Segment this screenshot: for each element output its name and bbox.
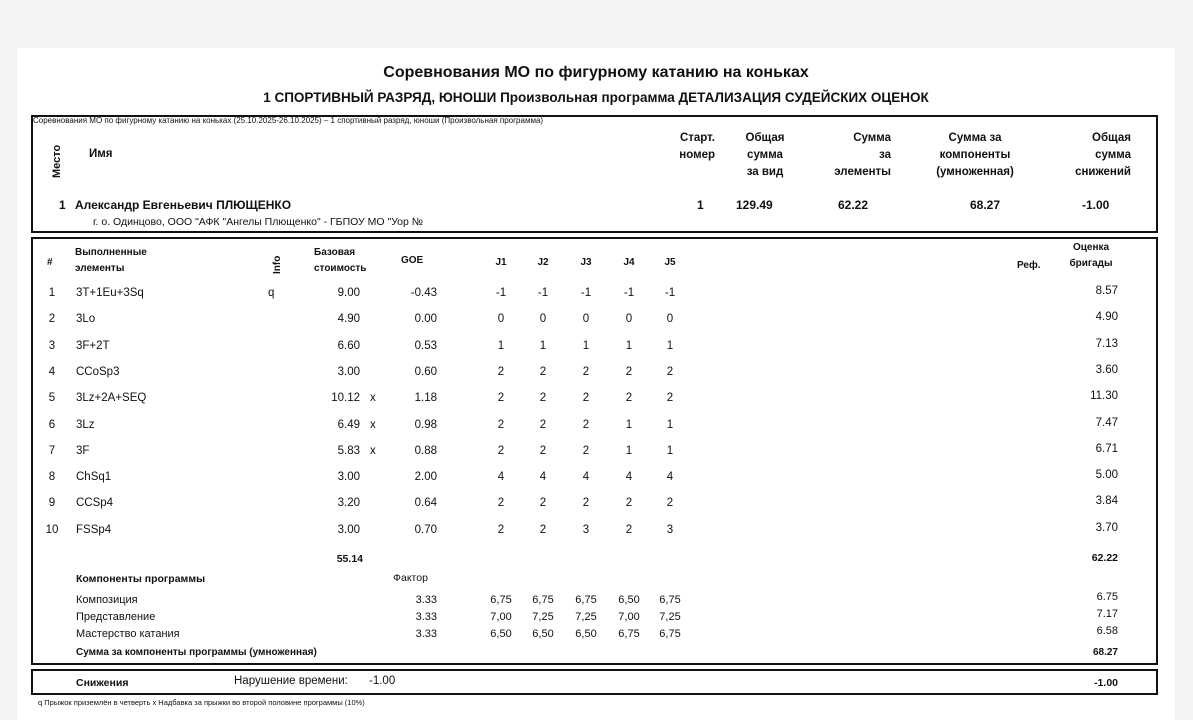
- component-j3: 6,75: [575, 594, 597, 606]
- element-goe: 0.98: [414, 418, 437, 431]
- skater-deductions: -1.00: [1082, 198, 1110, 212]
- element-j5: 3: [666, 523, 674, 536]
- col-j4-header: J4: [623, 257, 635, 268]
- element-j3: 1: [582, 339, 590, 352]
- header-components-sum: Сумма за компоненты (умноженная): [936, 132, 1014, 178]
- element-j5: -1: [664, 287, 676, 299]
- component-j1: 6,50: [490, 628, 512, 640]
- deductions-box: [31, 669, 1158, 695]
- col-j5-header: J5: [664, 257, 676, 268]
- element-j2: 2: [539, 418, 547, 431]
- element-score: 7.13: [1095, 337, 1118, 350]
- component-j2: 6,50: [532, 628, 554, 640]
- component-j5: 6,75: [659, 628, 681, 640]
- element-j4: 1: [625, 339, 633, 352]
- element-j5: 1: [666, 418, 674, 431]
- element-goe: 1.18: [414, 392, 437, 405]
- element-j3: 2: [582, 418, 590, 431]
- element-goe: 0.70: [414, 523, 437, 536]
- element-j3: 2: [582, 365, 590, 378]
- element-j4: 2: [625, 365, 633, 378]
- element-j5: 2: [666, 392, 674, 405]
- element-code: CCSp4: [76, 497, 114, 510]
- element-num: 7: [48, 444, 56, 457]
- col-executed-header: Выполненные элементы: [75, 247, 147, 274]
- skater-total: 129.49: [736, 198, 773, 212]
- element-j5: 4: [666, 471, 674, 484]
- element-j4: 1: [625, 418, 633, 431]
- element-goe: -0.43: [410, 287, 437, 299]
- col-num-header: #: [47, 257, 53, 268]
- footnote: q Прыжок приземлён в четверть x Надбавка за прыжки во второй половине программы (10%): [38, 698, 365, 707]
- component-factor: 3.33: [415, 611, 437, 623]
- element-num: 6: [48, 418, 56, 431]
- element-code: 3Lz: [76, 418, 95, 431]
- component-j2: 7,25: [532, 611, 554, 623]
- element-goe: 0.00: [414, 313, 437, 326]
- element-num: 10: [45, 523, 59, 536]
- element-code: 3Lo: [76, 313, 96, 326]
- element-num: 9: [48, 497, 56, 510]
- element-score: 8.57: [1095, 285, 1118, 297]
- skater-place: 1: [59, 198, 66, 212]
- component-factor: 3.33: [415, 628, 437, 640]
- element-j4: -1: [623, 287, 635, 299]
- skater-components: 68.27: [970, 198, 1001, 212]
- components-title: Компоненты программы: [76, 573, 206, 585]
- component-j4: 7,00: [618, 611, 640, 623]
- col-j3-header: J3: [580, 257, 592, 268]
- element-code: 3F+2T: [76, 339, 110, 352]
- element-info: q: [268, 287, 275, 299]
- element-base: 3.00: [337, 471, 360, 484]
- element-j2: 0: [539, 313, 547, 326]
- element-j2: -1: [537, 287, 549, 299]
- element-j2: 2: [539, 365, 547, 378]
- element-num: 4: [48, 365, 56, 378]
- element-goe: 2.00: [414, 471, 437, 484]
- element-num: 5: [48, 392, 56, 405]
- element-goe: 0.60: [414, 365, 437, 378]
- col-goe-header: GOE: [401, 255, 424, 266]
- element-j2: 4: [539, 471, 547, 484]
- component-factor: 3.33: [415, 594, 437, 606]
- element-j5: 0: [666, 313, 674, 326]
- element-score: 11.30: [1090, 390, 1118, 403]
- element-j2: 2: [539, 444, 547, 457]
- element-base: 6.49: [337, 418, 360, 431]
- element-score: 4.90: [1095, 311, 1118, 324]
- page-title: Соревнования МО по фигурному катанию на коньках: [383, 64, 809, 81]
- element-j5: 1: [666, 444, 674, 457]
- col-panel-header: Оценка бригады: [1069, 242, 1113, 269]
- component-j5: 7,25: [659, 611, 681, 623]
- element-j1: 0: [497, 313, 505, 326]
- element-goe: 0.88: [414, 444, 437, 457]
- element-j4: 0: [625, 313, 633, 326]
- element-base: 9.00: [337, 287, 360, 299]
- col-j2-header: J2: [537, 257, 549, 268]
- element-j1: 1: [497, 339, 505, 352]
- component-score: 7.17: [1096, 608, 1118, 620]
- element-j5: 2: [666, 497, 674, 510]
- element-bonus-x: x: [370, 418, 376, 431]
- element-code: 3Lz+2A+SEQ: [76, 392, 147, 405]
- element-score: 6.71: [1095, 442, 1118, 455]
- deductions-item: Нарушение времени:: [234, 675, 348, 687]
- element-code: 3T+1Eu+3Sq: [76, 287, 144, 299]
- component-name: Представление: [76, 611, 156, 623]
- elements-total-base: 55.14: [336, 553, 363, 565]
- element-j1: 2: [497, 523, 505, 536]
- element-base: 5.83: [337, 444, 360, 457]
- element-num: 3: [48, 339, 56, 352]
- component-name: Композиция: [76, 594, 138, 606]
- deductions-item-value: -1.00: [369, 675, 396, 687]
- element-j3: 4: [582, 471, 590, 484]
- element-code: FSSp4: [76, 523, 112, 536]
- element-j3: 2: [582, 392, 590, 405]
- element-base: 10.12: [331, 392, 360, 405]
- element-base: 3.00: [337, 523, 360, 536]
- col-j1-header: J1: [495, 257, 507, 268]
- component-j1: 7,00: [490, 611, 512, 623]
- header-deductions-total: Общая сумма снижений: [1075, 132, 1131, 178]
- event-line: Соревнования МО по фигурному катанию на коньках (25.10.2025-26.10.2025) – 1 спортивный разряд, юноши (Произвольная программа): [33, 116, 544, 125]
- element-j3: 3: [582, 523, 590, 536]
- element-j5: 2: [666, 365, 674, 378]
- element-score: 5.00: [1095, 469, 1118, 482]
- element-j1: 2: [497, 365, 505, 378]
- element-base: 3.20: [337, 497, 360, 510]
- element-j1: 2: [497, 392, 505, 405]
- header-total: Общая сумма за вид: [745, 132, 785, 178]
- component-j4: 6,50: [618, 594, 640, 606]
- element-bonus-x: x: [370, 444, 376, 457]
- element-j4: 2: [625, 392, 633, 405]
- element-score: 3.60: [1095, 363, 1118, 376]
- component-j4: 6,75: [618, 628, 640, 640]
- element-j3: 2: [582, 444, 590, 457]
- component-j2: 6,75: [532, 594, 554, 606]
- components-factor-label: Фактор: [393, 572, 428, 584]
- components-total: 68.27: [1092, 647, 1118, 658]
- components-total-label: Сумма за компоненты программы (умноженная): [76, 647, 317, 658]
- element-goe: 0.53: [414, 339, 437, 352]
- element-base: 6.60: [337, 339, 360, 352]
- component-j5: 6,75: [659, 594, 681, 606]
- skater-elements: 62.22: [838, 198, 869, 212]
- element-j2: 2: [539, 392, 547, 405]
- page-subtitle: 1 СПОРТИВНЫЙ РАЗРЯД, ЮНОШИ Произвольная программа ДЕТАЛИЗАЦИЯ СУДЕЙСКИХ ОЦЕНОК: [263, 90, 929, 105]
- element-score: 7.47: [1095, 416, 1118, 429]
- elements-total-score: 62.22: [1091, 552, 1118, 564]
- element-base: 3.00: [337, 365, 360, 378]
- col-ref-header: Реф.: [1017, 260, 1041, 271]
- skater-name: Александр Евгеньевич ПЛЮЩЕНКО: [75, 198, 292, 212]
- element-j4: 4: [625, 471, 633, 484]
- element-j2: 2: [539, 497, 547, 510]
- element-code: ChSq1: [76, 471, 112, 484]
- header-elements-sum: Сумма за элементы: [834, 132, 891, 178]
- element-j4: 2: [625, 497, 633, 510]
- element-num: 1: [48, 287, 56, 299]
- component-name: Мастерство катания: [76, 628, 180, 640]
- element-j5: 1: [666, 339, 674, 352]
- element-code: CCoSp3: [76, 365, 120, 378]
- element-j2: 1: [539, 339, 547, 352]
- col-info-header: Info: [272, 255, 283, 274]
- element-j1: 2: [497, 497, 505, 510]
- skater-club: г. о. Одинцово, ООО "АФК "Ангелы Плющенко" - ГБПОУ МО "Уор №: [93, 216, 424, 228]
- element-base: 4.90: [337, 313, 360, 326]
- element-code: 3F: [76, 444, 90, 457]
- element-score: 3.70: [1095, 521, 1118, 534]
- protocol-page: [17, 48, 1175, 720]
- element-j1: 2: [497, 418, 505, 431]
- element-num: 2: [48, 313, 56, 326]
- element-j3: 0: [582, 313, 590, 326]
- header-place: Место: [51, 144, 63, 178]
- element-j3: 2: [582, 497, 590, 510]
- element-j1: 2: [497, 444, 505, 457]
- element-j4: 1: [625, 444, 633, 457]
- deductions-total: -1.00: [1094, 677, 1118, 689]
- header-start-no: Старт. номер: [679, 132, 715, 161]
- component-j1: 6,75: [490, 594, 512, 606]
- element-goe: 0.64: [414, 497, 437, 510]
- component-j3: 7,25: [575, 611, 597, 623]
- deductions-label: Снижения: [76, 677, 129, 689]
- element-bonus-x: x: [370, 392, 376, 405]
- col-base-header: Базовая стоимость: [314, 247, 367, 274]
- element-j2: 2: [539, 523, 547, 536]
- element-j1: 4: [497, 471, 505, 484]
- component-j3: 6,50: [575, 628, 597, 640]
- element-num: 8: [48, 471, 56, 484]
- element-j4: 2: [625, 523, 633, 536]
- component-score: 6.58: [1096, 625, 1118, 637]
- skater-start-no: 1: [697, 198, 704, 212]
- element-j3: -1: [580, 287, 592, 299]
- header-name: Имя: [89, 148, 113, 160]
- element-j1: -1: [495, 287, 507, 299]
- element-score: 3.84: [1095, 495, 1118, 508]
- component-score: 6.75: [1096, 591, 1118, 603]
